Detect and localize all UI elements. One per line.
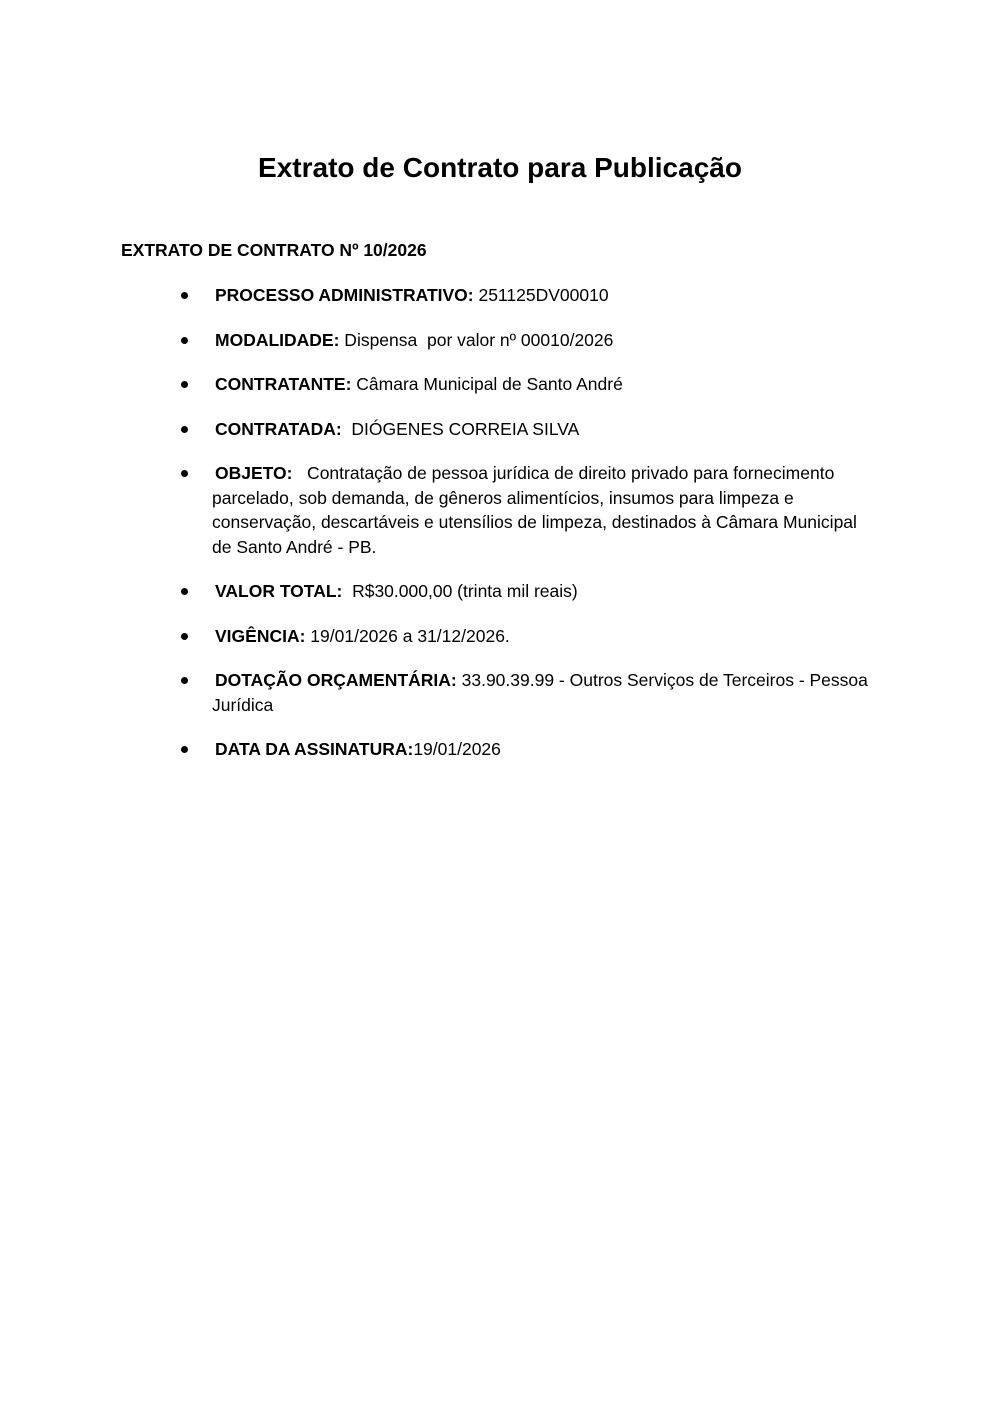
bullet-icon: [181, 381, 188, 388]
field-label: OBJETO:: [215, 463, 293, 483]
field-value: 33.90.39.99 - Outros Serviços de Terceiros - Pessoa Jurídica: [212, 670, 873, 715]
field-label: DOTAÇÃO ORÇAMENTÁRIA:: [215, 670, 457, 690]
field-value: R$30.000,00 (trinta mil reais): [342, 581, 578, 601]
bullet-icon: [181, 588, 188, 595]
field-contratada: [0, 417, 872, 442]
contract-number-heading: EXTRATO DE CONTRATO Nº 10/2026: [121, 240, 427, 260]
bullet-icon: [181, 292, 188, 299]
bullet-icon: [181, 337, 188, 344]
field-value: 19/01/2026: [413, 739, 501, 759]
contract-field-list: [0, 283, 1000, 782]
field-label: VALOR TOTAL:: [215, 581, 343, 601]
field-dotacao-orcamentaria: [0, 668, 872, 717]
document-title: Extrato de Contrato para Publicação: [258, 152, 742, 183]
field-objeto: [0, 461, 872, 559]
bullet-icon: [181, 746, 188, 753]
field-value: Câmara Municipal de Santo André: [351, 374, 623, 394]
field-valor-total: [0, 579, 872, 604]
field-value: Contratação de pessoa jurídica de direito privado para fornecimento parcelado, sob demanda, de gêneros alimentícios, insumos para limpeza e conservação, descartáveis e utensílios de limpeza, destinados à Câmara Municipal de Santo André - PB.: [212, 463, 862, 557]
field-label: DATA DA ASSINATURA:: [215, 739, 414, 759]
bullet-icon: [181, 677, 188, 684]
field-label: PROCESSO ADMINISTRATIVO:: [215, 285, 474, 305]
field-label: MODALIDADE:: [215, 329, 340, 350]
field-contratante: [0, 372, 872, 397]
field-value: 251125DV00010: [473, 285, 609, 305]
field-value: DIÓGENES CORREIA SILVA: [341, 418, 580, 439]
field-label: VIGÊNCIA:: [215, 625, 306, 646]
bullet-icon: [181, 470, 188, 477]
field-label: CONTRATADA:: [215, 418, 342, 439]
bullet-icon: [181, 426, 188, 433]
field-value: 19/01/2026 a 31/12/2026.: [305, 625, 510, 646]
field-processo-administrativo: [0, 283, 872, 308]
bullet-icon: [181, 633, 188, 640]
field-data-assinatura: [0, 737, 872, 762]
field-vigencia: [0, 624, 872, 649]
field-label: CONTRATANTE:: [215, 374, 352, 394]
field-modalidade: [0, 328, 872, 353]
field-value: Dispensa por valor nº 00010/2026: [339, 329, 614, 350]
